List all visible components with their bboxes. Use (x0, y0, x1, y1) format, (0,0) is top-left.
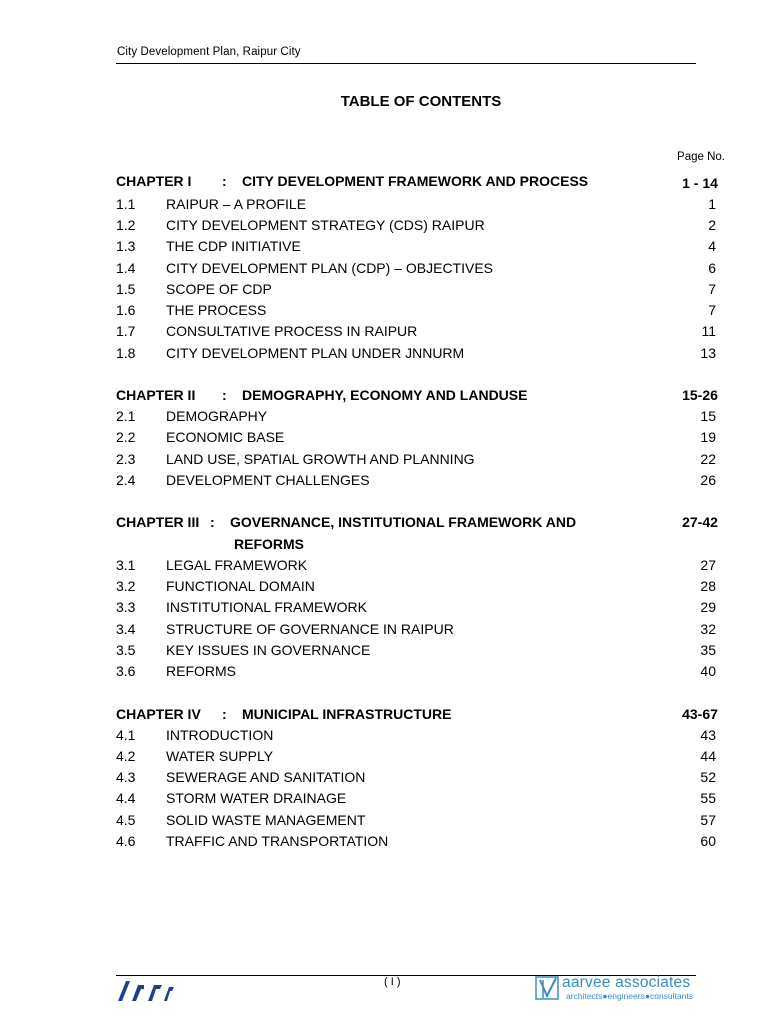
chapter-heading[interactable] (116, 704, 716, 725)
section-title: CITY DEVELOPMENT STRATEGY (CDS) RAIPUR (166, 217, 485, 233)
toc-entry[interactable] (116, 215, 716, 236)
section-title: CITY DEVELOPMENT PLAN UNDER JNNURM (166, 345, 465, 361)
section-number: 2.3 (116, 451, 136, 467)
footer-page-number: ( I ) (384, 976, 401, 988)
toc-entry[interactable] (116, 788, 716, 809)
section-number: 4.4 (116, 790, 136, 806)
section-page: 55 (700, 790, 716, 806)
section-number: 1.3 (116, 238, 136, 254)
chapter-title: MUNICIPAL INFRASTRUCTURE (242, 706, 452, 722)
section-page: 19 (700, 429, 716, 445)
section-number: 4.5 (116, 812, 136, 828)
section-number: 1.8 (116, 345, 136, 361)
toc-entry[interactable] (116, 236, 716, 257)
chapter-colon: : (222, 387, 227, 403)
section-page: 57 (700, 812, 716, 828)
section-page: 1 (708, 196, 716, 212)
section-page: 26 (700, 472, 716, 488)
section-number: 3.4 (116, 621, 136, 637)
page-title: TABLE OF CONTENTS (340, 93, 502, 110)
toc-entry[interactable] (116, 279, 716, 300)
section-title: LAND USE, SPATIAL GROWTH AND PLANNING (166, 451, 475, 467)
chapter-title: GOVERNANCE, INSTITUTIONAL FRAMEWORK AND (230, 514, 577, 530)
section-number: 3.6 (116, 663, 136, 679)
section-title: DEVELOPMENT CHALLENGES (166, 472, 370, 488)
section-title: INTRODUCTION (166, 727, 274, 743)
page-no-label: Page No. (677, 151, 725, 163)
section-title: SCOPE OF CDP (166, 281, 272, 297)
section-number: 1.5 (116, 281, 136, 297)
section-number: 2.4 (116, 472, 136, 488)
section-page: 6 (708, 260, 716, 276)
section-page: 27 (700, 557, 716, 573)
section-title: RAIPUR – A PROFILE (166, 196, 307, 212)
section-page: 28 (700, 578, 716, 594)
chapter-colon: : (210, 514, 215, 530)
toc-entry[interactable] (116, 619, 716, 640)
section-title: CONSULTATIVE PROCESS IN RAIPUR (166, 323, 418, 339)
section-page: 13 (700, 345, 716, 361)
section-title: DEMOGRAPHY (166, 408, 268, 424)
section-number: 3.5 (116, 642, 136, 658)
section-title: STRUCTURE OF GOVERNANCE IN RAIPUR (166, 621, 454, 637)
section-number: 2.2 (116, 429, 136, 445)
chapter-pages: 1 - 14 (682, 175, 718, 191)
running-header: City Development Plan, Raipur City (117, 46, 301, 58)
section-page: 7 (708, 281, 716, 297)
section-title: LEGAL FRAMEWORK (166, 557, 308, 573)
chapter-heading[interactable] (116, 385, 716, 406)
toc-entry[interactable] (116, 597, 716, 618)
section-title: FUNCTIONAL DOMAIN (166, 578, 315, 594)
chapter-title: CITY DEVELOPMENT FRAMEWORK AND PROCESS (242, 173, 589, 189)
toc-entry[interactable] (116, 767, 716, 788)
toc-entry[interactable] (116, 831, 716, 852)
section-title: THE CDP INITIATIVE (166, 238, 301, 254)
section-number: 1.7 (116, 323, 136, 339)
section-page: 4 (708, 238, 716, 254)
section-title: WATER SUPPLY (166, 748, 274, 764)
toc-entry[interactable] (116, 406, 716, 427)
chapter-colon: : (222, 706, 227, 722)
header-rule (116, 63, 696, 64)
section-title: SEWERAGE AND SANITATION (166, 769, 366, 785)
chapter-name: CHAPTER I (116, 173, 192, 189)
section-number: 4.1 (116, 727, 136, 743)
section-title: KEY ISSUES IN GOVERNANCE (166, 642, 371, 658)
section-title: CITY DEVELOPMENT PLAN (CDP) – OBJECTIVES (166, 260, 494, 276)
section-number: 4.6 (116, 833, 136, 849)
section-number: 1.6 (116, 302, 136, 318)
section-title: SOLID WASTE MANAGEMENT (166, 812, 366, 828)
toc-entry[interactable] (116, 661, 716, 682)
chapter-pages: 43-67 (682, 706, 718, 722)
chapter-heading-continued (116, 534, 716, 555)
toc-entry[interactable] (116, 725, 716, 746)
section-page: 22 (700, 451, 716, 467)
left-logo-icon (116, 977, 176, 1003)
chapter-heading[interactable] (116, 171, 716, 192)
section-page: 15 (700, 408, 716, 424)
chapter-pages: 27-42 (682, 514, 718, 530)
brand-tagline: architects●engineers●consultants (566, 991, 693, 1001)
section-page: 2 (708, 217, 716, 233)
section-page: 43 (700, 727, 716, 743)
section-title: TRAFFIC AND TRANSPORTATION (166, 833, 389, 849)
toc-entry[interactable] (116, 810, 716, 831)
section-page: 11 (701, 323, 716, 339)
section-page: 44 (700, 748, 716, 764)
section-page: 35 (700, 642, 716, 658)
section-number: 3.3 (116, 599, 136, 615)
section-page: 29 (700, 599, 716, 615)
section-title: REFORMS (166, 663, 236, 679)
section-number: 2.1 (116, 408, 136, 424)
section-title: INSTITUTIONAL FRAMEWORK (166, 599, 367, 615)
section-page: 60 (700, 833, 716, 849)
brand-name: aarvee associates (562, 974, 691, 991)
chapter-colon: : (222, 173, 227, 189)
toc-entry[interactable] (116, 427, 716, 448)
section-page: 40 (700, 663, 716, 679)
section-number: 3.2 (116, 578, 136, 594)
toc-entry[interactable] (116, 746, 716, 767)
section-number: 4.3 (116, 769, 136, 785)
section-number: 1.2 (116, 217, 136, 233)
toc-entry[interactable] (116, 640, 716, 661)
aarvee-logo-icon (534, 974, 562, 1002)
section-number: 1.1 (116, 196, 136, 212)
toc-entry[interactable] (116, 555, 716, 576)
toc-entry[interactable] (116, 470, 716, 491)
section-number: 4.2 (116, 748, 136, 764)
section-page: 32 (700, 621, 716, 637)
section-title: THE PROCESS (166, 302, 267, 318)
chapter-heading[interactable] (116, 512, 716, 533)
chapter-name: CHAPTER III (116, 514, 200, 530)
toc-entry[interactable] (116, 321, 716, 342)
section-number: 3.1 (116, 557, 136, 573)
toc-entry[interactable] (116, 258, 716, 279)
chapter-name: CHAPTER II (116, 387, 196, 403)
toc-entry[interactable] (116, 300, 716, 321)
section-page: 7 (708, 302, 716, 318)
toc-entry[interactable] (116, 449, 716, 470)
toc-entry[interactable] (116, 343, 716, 364)
chapter-pages: 15-26 (682, 387, 718, 403)
section-page: 52 (700, 769, 716, 785)
chapter-title: DEMOGRAPHY, ECONOMY AND LANDUSE (242, 387, 528, 403)
toc-entry[interactable] (116, 576, 716, 597)
toc-entry[interactable] (116, 194, 716, 215)
section-title: STORM WATER DRAINAGE (166, 790, 347, 806)
chapter-title-line2: REFORMS (234, 536, 304, 552)
section-title: ECONOMIC BASE (166, 429, 285, 445)
chapter-name: CHAPTER IV (116, 706, 201, 722)
section-number: 1.4 (116, 260, 136, 276)
